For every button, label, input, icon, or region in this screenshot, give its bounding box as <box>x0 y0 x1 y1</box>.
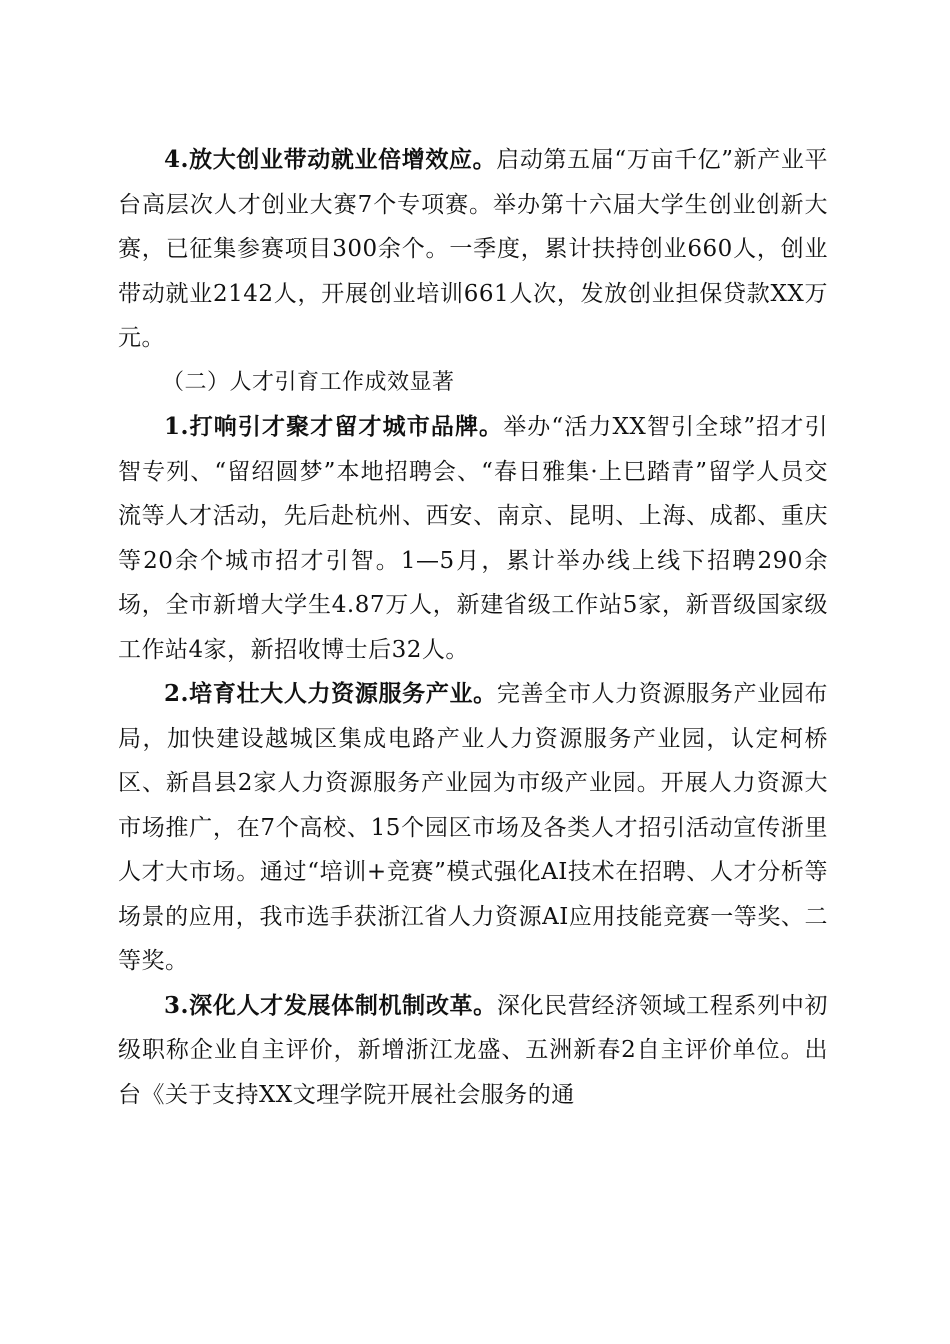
paragraph-body: 举办“活力XX智引全球”招才引智专列、“留绍圆梦”本地招聘会、“春日雅集·上巳踏青”留学人员交流等人才活动，先后赴杭州、西安、南京、昆明、上海、成都、重庆等20余个城市招才引智。1—5月，累计举办线上线下招聘290余场，全市新增大学生4.87万人，新建省级工作站5家，新晋级国家级工作站4家，新招收博士后32人。 <box>118 414 829 663</box>
paragraph-lead: 1.打响引才聚才留才城市品牌。 <box>164 413 504 440</box>
document-page <box>118 138 828 1117</box>
paragraph-body: 启动第五届“万亩千亿”新产业平台高层次人才创业大赛7个专项赛。举办第十六届大学生创业创新大赛，已征集参赛项目300余个。一季度，累计扶持创业660人，创业带动就业2142人，开展创业培训661人次，发放创业担保贷款XX万元。 <box>118 147 828 351</box>
section-heading: （二）人才引育工作成效显著 <box>162 369 455 395</box>
paragraph-body: 完善全市人力资源服务产业园布局，加快建设越城区集成电路产业人力资源服务产业园，认定柯桥区、新昌县2家人力资源服务产业园为市级产业园。开展人力资源大市场推广，在7个高校、15个园区市场及各类人才招引活动宣传浙里人才大市场。通过“培训+竞赛”模式强化AI技术在招聘、人才分析等场景的应用，我市选手获浙江省人力资源AI应用技能竞赛一等奖、二等奖。 <box>118 681 829 974</box>
paragraph-body: 深化民营经济领域工程系列中初级职称企业自主评价，新增浙江龙盛、五洲新春2自主评价单位。出台《关于支持XX文理学院开展社会服务的通 <box>118 992 829 1108</box>
paragraph-lead: 4.放大创业带动就业倍增效应。 <box>164 146 497 173</box>
paragraph-reform <box>118 984 828 1118</box>
paragraph-lead: 2.培育壮大人力资源服务产业。 <box>164 680 497 707</box>
paragraph-entrepreneurship <box>118 138 828 361</box>
paragraph-hr-industry <box>118 672 828 984</box>
paragraph-lead: 3.深化人才发展体制机制改革。 <box>164 991 497 1019</box>
paragraph-talent-brand <box>118 405 828 672</box>
